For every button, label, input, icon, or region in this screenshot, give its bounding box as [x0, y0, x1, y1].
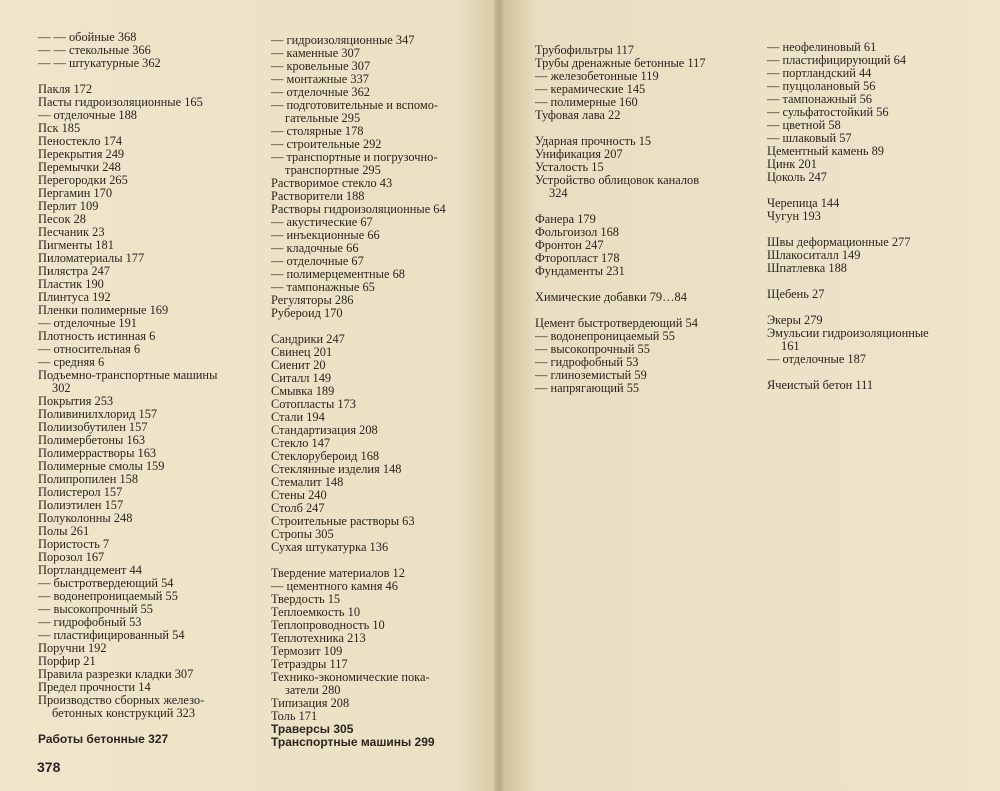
index-entry: Технико-экономические пока- [271, 670, 430, 684]
index-entry: — цветной 58 [767, 118, 841, 132]
index-entry: Растворимое стекло 43 [271, 176, 393, 190]
index-entry: Чугун 193 [767, 209, 821, 223]
index-entry: Фанера 179 [535, 212, 596, 226]
index-column-4 [767, 41, 929, 392]
index-entry: Стены 240 [271, 488, 327, 502]
index-entry: Стеклорубероид 168 [271, 449, 380, 463]
index-entry: Шпатлевка 188 [767, 261, 847, 275]
index-entry: Тетраэдры 117 [271, 657, 348, 671]
index-entry: — быстротвердеющий 54 [38, 576, 174, 590]
index-entry: Свинец 201 [271, 345, 333, 359]
index-entry: Шлакоситалл 149 [767, 248, 861, 262]
index-entry: Фронтон 247 [535, 238, 604, 252]
index-entry: Пористость 7 [38, 537, 110, 551]
index-entry: Экеры 279 [767, 313, 823, 327]
index-entry: гательные 295 [285, 111, 361, 125]
index-entry: Фольгоизол 168 [535, 225, 619, 239]
index-entry: Полистерол 157 [38, 485, 123, 499]
index-entry: Пакля 172 [38, 82, 93, 96]
index-entry: Плинтуса 192 [38, 290, 111, 304]
index-entry: Пск 185 [38, 121, 81, 135]
index-entry: — полимерцементные 68 [271, 267, 405, 281]
index-entry: 302 [52, 381, 71, 395]
index-entry: — сульфатостойкий 56 [767, 105, 889, 119]
index-entry: Стропы 305 [271, 527, 334, 541]
index-entry: Цоколь 247 [767, 170, 827, 184]
index-entry: — отделочные 67 [271, 254, 364, 268]
index-entry: — железобетонные 119 [535, 69, 659, 83]
index-entry: Поручни 192 [38, 641, 107, 655]
index-entry: — гидрофобный 53 [38, 615, 142, 629]
index-entry: Плотность истинная 6 [38, 329, 156, 343]
index-entry: Пиломатериалы 177 [38, 251, 145, 265]
index-entry: Пленки полимерные 169 [38, 303, 169, 317]
index-entry: Цементный камень 89 [767, 144, 884, 158]
index-entry: Цинк 201 [767, 157, 817, 171]
index-entry: Полимеррастворы 163 [38, 446, 157, 460]
index-entry: — тампонажные 65 [271, 280, 375, 294]
index-entry: Трубы дренажные бетонные 117 [535, 56, 706, 70]
index-entry: Стемалит 148 [271, 475, 344, 489]
index-entry: — инъекционные 66 [271, 228, 380, 242]
index-column-3 [535, 44, 706, 395]
index-entry: — тампонажный 56 [767, 92, 872, 106]
index-entry: — монтажные 337 [271, 72, 369, 86]
index-entry: — водонепроницаемый 55 [38, 589, 178, 603]
index-entry: Сухая штукатурка 136 [271, 540, 389, 554]
index-entry: Ударная прочность 15 [535, 134, 652, 148]
index-entry: Ситалл 149 [271, 371, 332, 385]
index-entry: Транспортные машины 299 [271, 735, 435, 749]
index-entry: Фундаменты 231 [535, 264, 625, 278]
index-entry: — столярные 178 [271, 124, 364, 138]
index-entry: Полиизобутилен 157 [38, 420, 148, 434]
book-gutter [494, 0, 504, 791]
index-entry: Работы бетонные 327 [38, 732, 169, 746]
page-number: 378 [37, 759, 61, 775]
index-entry: Пилястра 247 [38, 264, 110, 278]
index-entry: Столб 247 [271, 501, 325, 515]
index-entry: Пеностекло 174 [38, 134, 123, 148]
index-entry: Стеклянные изделия 148 [271, 462, 402, 476]
index-entry: Перлит 109 [38, 199, 99, 213]
index-entry: Предел прочности 14 [38, 680, 151, 694]
index-entry: транспортные 295 [285, 163, 381, 177]
index-entry: Эмульсии гидроизоляционные [767, 326, 929, 340]
index-entry: — высокопрочный 55 [535, 342, 650, 356]
index-entry: Траверсы 305 [271, 722, 354, 736]
index-entry: Сиенит 20 [271, 358, 326, 372]
index-entry: Стандартизация 208 [271, 423, 378, 437]
index-entry: — портландский 44 [767, 66, 872, 80]
index-entry: — шлаковый 57 [767, 131, 852, 145]
index-entry: Порозол 167 [38, 550, 105, 564]
index-entry: Песок 28 [38, 212, 86, 226]
index-entry: — пластифицированный 54 [38, 628, 185, 642]
index-entry: Порфир 21 [38, 654, 96, 668]
index-entry: Швы деформационные 277 [767, 235, 911, 249]
index-entry: Портландцемент 44 [38, 563, 142, 577]
index-entry: Сандрики 247 [271, 332, 345, 346]
index-entry: Стекло 147 [271, 436, 331, 450]
index-column-1 [38, 31, 217, 746]
index-entry: — глиноземистый 59 [535, 368, 647, 382]
index-entry: — относительная 6 [38, 342, 141, 356]
index-entry: 324 [549, 186, 568, 200]
index-entry: Толь 171 [271, 709, 318, 723]
index-entry: — кровельные 307 [271, 59, 371, 73]
index-entry: Полы 261 [38, 524, 90, 538]
index-entry: Теплопроводность 10 [271, 618, 385, 632]
index-entry: Пасты гидроизоляционные 165 [38, 95, 203, 109]
index-entry: — транспортные и погрузочно- [271, 150, 438, 164]
index-entry: — водонепроницаемый 55 [535, 329, 675, 343]
index-entry: — отделочные 188 [38, 108, 138, 122]
index-entry: Черепица 144 [767, 196, 840, 210]
index-entry: — неофелиновый 61 [767, 40, 877, 54]
index-entry: Пластик 190 [38, 277, 104, 291]
index-entry: — средняя 6 [38, 355, 105, 369]
index-entry: Устройство облицовок каналов [535, 173, 700, 187]
index-entry: Туфовая лава 22 [535, 108, 621, 122]
index-entry: — каменные 307 [271, 46, 360, 60]
index-entry: Стали 194 [271, 410, 325, 424]
index-entry: Смывка 189 [271, 384, 335, 398]
index-entry: — полимерные 160 [535, 95, 638, 109]
index-entry: Пигменты 181 [38, 238, 114, 252]
index-entry: Цемент быстротвердеющий 54 [535, 316, 698, 330]
index-entry: — гидроизоляционные 347 [271, 33, 415, 47]
index-entry: Химические добавки 79…84 [535, 290, 687, 304]
index-entry: — строительные 292 [271, 137, 382, 151]
index-entry: Полиэтилен 157 [38, 498, 124, 512]
index-entry: — отделочные 191 [38, 316, 138, 330]
index-entry: Полуколонны 248 [38, 511, 133, 525]
index-entry: Правила разрезки кладки 307 [38, 667, 194, 681]
index-entry: — напрягающий 55 [535, 381, 640, 395]
index-entry: Теплоемкость 10 [271, 605, 361, 619]
index-entry: Перегородки 265 [38, 173, 128, 187]
index-entry: — — штукатурные 362 [38, 56, 161, 70]
index-entry: Растворы гидроизоляционные 64 [271, 202, 446, 216]
index-entry: Производство сборных железо- [38, 693, 205, 707]
index-entry: Фторопласт 178 [535, 251, 620, 265]
index-entry: Полимербетоны 163 [38, 433, 146, 447]
index-entry: Полипропилен 158 [38, 472, 139, 486]
index-entry: — гидрофобный 53 [535, 355, 639, 369]
index-entry: Щебень 27 [767, 287, 825, 301]
index-entry: Типизация 208 [271, 696, 350, 710]
index-entry: — цементного камня 46 [271, 579, 398, 593]
index-entry: Регуляторы 286 [271, 293, 354, 307]
index-entry: Подъемно-транспортные машины [38, 368, 218, 382]
index-entry: Усталость 15 [535, 160, 604, 174]
index-entry: Трубофильтры 117 [535, 43, 634, 57]
index-entry: — подготовительные и вспомо- [271, 98, 439, 112]
index-entry: Термозит 109 [271, 644, 343, 658]
index-entry: — кладочные 66 [271, 241, 359, 255]
index-entry: Твердение материалов 12 [271, 566, 405, 580]
index-entry: — пуццолановый 56 [767, 79, 876, 93]
index-entry: Перекрытия 249 [38, 147, 125, 161]
index-entry: — высокопрочный 55 [38, 602, 153, 616]
index-entry: Полимерные смолы 159 [38, 459, 165, 473]
index-entry: Песчаник 23 [38, 225, 105, 239]
index-entry: Пергамин 170 [38, 186, 113, 200]
index-entry: бетонных конструкций 323 [52, 706, 196, 720]
index-entry: — отделочные 187 [767, 352, 867, 366]
index-entry: 161 [781, 339, 800, 353]
index-entry: Твердость 15 [271, 592, 341, 606]
index-entry: Поливинилхлорид 157 [38, 407, 158, 421]
index-entry: Рубероид 170 [271, 306, 343, 320]
index-entry: Покрытия 253 [38, 394, 114, 408]
index-entry: Унификация 207 [535, 147, 623, 161]
index-entry: Ячеистый бетон 111 [767, 378, 874, 392]
index-entry: затели 280 [285, 683, 341, 697]
index-entry: Растворители 188 [271, 189, 365, 203]
index-column-2 [271, 34, 476, 749]
index-entry: Перемычки 248 [38, 160, 121, 174]
index-entry: Теплотехника 213 [271, 631, 366, 645]
index-entry: — — стекольные 366 [38, 43, 151, 57]
index-entry: — акустические 67 [271, 215, 373, 229]
index-entry: — отделочные 362 [271, 85, 371, 99]
index-entry: — — обойные 368 [38, 30, 137, 44]
index-entry: Сотопласты 173 [271, 397, 356, 411]
index-entry: — пластифицирующий 64 [767, 53, 907, 67]
index-entry: — керамические 145 [535, 82, 646, 96]
index-entry: Строительные растворы 63 [271, 514, 415, 528]
